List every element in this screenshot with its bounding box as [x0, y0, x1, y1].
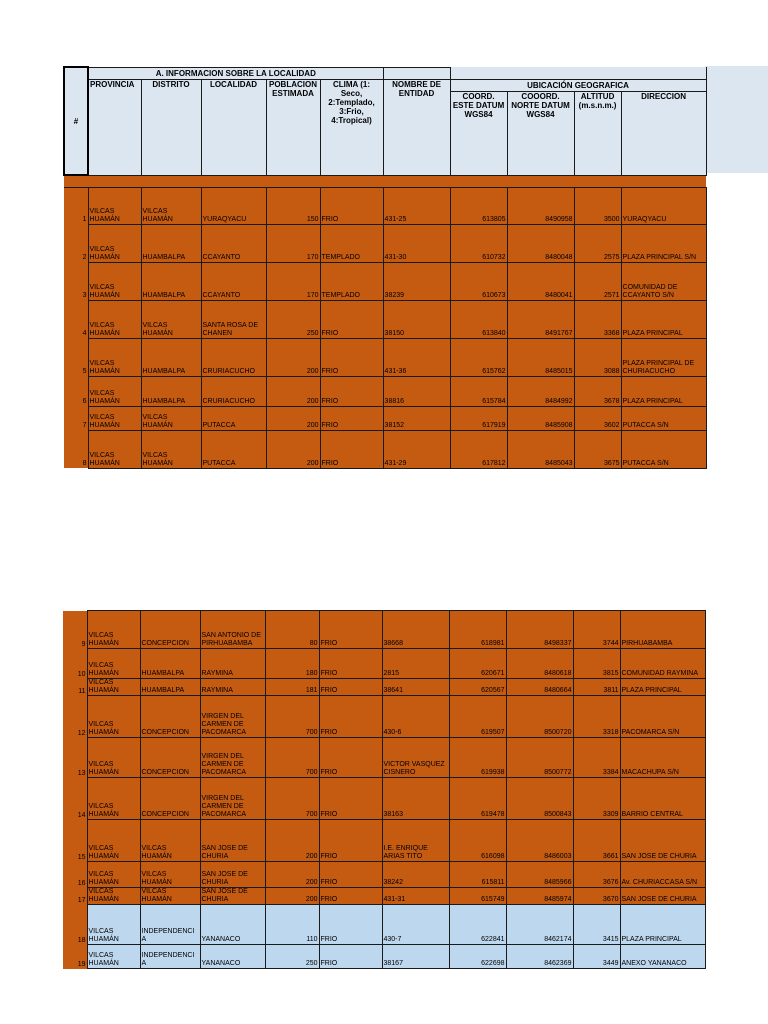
- cell-entidad: 431-31: [382, 888, 449, 905]
- table-row: [63, 778, 705, 820]
- table-row: [64, 406, 706, 430]
- row-number: 16: [63, 862, 87, 888]
- row-number: 19: [63, 945, 87, 969]
- cell-altitud: 3675: [574, 430, 621, 468]
- cell-distrito: CONCEPCION: [140, 611, 200, 649]
- cell-localidad: SAN JOSE DE CHURIA: [200, 820, 265, 862]
- cell-direccion: PLAZA PRINCIPAL: [621, 376, 706, 406]
- row-number: 3: [64, 262, 88, 300]
- cell-localidad: RAYMINA: [200, 679, 265, 696]
- row-number: 1: [64, 188, 88, 225]
- cell-poblacion: 200: [266, 338, 320, 376]
- cell-poblacion: 700: [265, 696, 319, 738]
- cell-poblacion: 250: [266, 300, 320, 338]
- cell-este: 613805: [450, 188, 507, 225]
- cell-distrito: HUAMBALPA: [140, 679, 200, 696]
- cell-poblacion: 700: [265, 738, 319, 778]
- cell-entidad: 38167: [382, 945, 449, 969]
- cell-provincia: VILCAS HUAMÁN: [88, 188, 141, 225]
- cell-provincia: VILCAS HUAMÁN: [87, 679, 140, 696]
- cell-provincia: VILCAS HUAMÁN: [87, 649, 140, 679]
- cell-distrito: INDEPENDENCIA: [140, 945, 200, 969]
- row-number: 13: [63, 738, 87, 778]
- header-localidad: LOCALIDAD: [201, 79, 266, 175]
- localities-table-2: [63, 610, 706, 969]
- cell-clima: FRIO: [319, 778, 382, 820]
- cell-altitud: 3676: [573, 862, 620, 888]
- cell-poblacion: 200: [266, 406, 320, 430]
- cell-provincia: VILCAS HUAMÁN: [88, 338, 141, 376]
- cell-entidad: 430-7: [382, 905, 449, 945]
- cell-provincia: VILCAS HUAMÁN: [87, 611, 140, 649]
- header-poblacion: POBLACION ESTIMADA: [266, 79, 320, 175]
- cell-provincia: VILCAS HUAMÁN: [88, 430, 141, 468]
- cell-norte: 8485966: [506, 862, 573, 888]
- cell-entidad: 431-36: [383, 338, 450, 376]
- header-altitud: ALTITUD (m.s.n.m.): [574, 91, 621, 175]
- cell-clima: FRIO: [320, 430, 383, 468]
- cell-direccion: PLAZA PRINCIPAL S/N: [621, 224, 706, 262]
- cell-este: 619938: [449, 738, 506, 778]
- cell-distrito: CONCEPCION: [140, 778, 200, 820]
- cell-poblacion: 181: [265, 679, 319, 696]
- table-page-2: [63, 610, 705, 969]
- row-number: 4: [64, 300, 88, 338]
- cell-clima: FRIO: [319, 862, 382, 888]
- cell-clima: FRIO: [320, 338, 383, 376]
- row-number: 6: [64, 376, 88, 406]
- row-number: 12: [63, 696, 87, 738]
- cell-distrito: HUAMBALPA: [141, 338, 201, 376]
- cell-direccion: PLAZA PRINCIPAL DE CHURIACUCHO: [621, 338, 706, 376]
- cell-altitud: 2575: [574, 224, 621, 262]
- cell-provincia: VILCAS HUAMÁN: [87, 738, 140, 778]
- cell-norte: 8485015: [507, 338, 574, 376]
- cell-direccion: PLAZA PRINCIPAL: [620, 679, 705, 696]
- cell-provincia: VILCAS HUAMÁN: [87, 696, 140, 738]
- cell-este: 615784: [450, 376, 507, 406]
- cell-distrito: HUAMBALPA: [141, 224, 201, 262]
- cell-norte: 8500843: [506, 778, 573, 820]
- cell-direccion: ANEXO YANANACO: [620, 945, 705, 969]
- cell-direccion: PLAZA PRINCIPAL: [620, 905, 705, 945]
- cell-clima: FRIO: [320, 188, 383, 225]
- cell-distrito: VILCAS HUAMÁN: [141, 188, 201, 225]
- row-number: 10: [63, 649, 87, 679]
- cell-distrito: VILCAS HUAMÁN: [141, 300, 201, 338]
- cell-entidad: 38152: [383, 406, 450, 430]
- cell-entidad: 38239: [383, 262, 450, 300]
- cell-clima: FRIO: [319, 696, 382, 738]
- table-row: [63, 696, 705, 738]
- cell-localidad: VIRGEN DEL CARMEN DE PACOMARCA: [200, 778, 265, 820]
- cell-localidad: YANANACO: [200, 945, 265, 969]
- cell-poblacion: 200: [265, 888, 319, 905]
- row-number: 9: [63, 611, 87, 649]
- cell-entidad: 2815: [382, 649, 449, 679]
- cell-localidad: CCAYANTO: [201, 262, 266, 300]
- cell-norte: 8462174: [506, 905, 573, 945]
- cell-norte: 8480048: [507, 224, 574, 262]
- cell-provincia: VILCAS HUAMÁN: [87, 820, 140, 862]
- cell-direccion: MACACHUPA S/N: [620, 738, 705, 778]
- cell-entidad: 38150: [383, 300, 450, 338]
- cell-entidad: 430-6: [382, 696, 449, 738]
- cell-norte: 8491767: [507, 300, 574, 338]
- header-coord-este: COORD. ESTE DATUM WGS84: [450, 91, 507, 175]
- row-number: 17: [63, 888, 87, 905]
- cell-clima: FRIO: [319, 888, 382, 905]
- cell-este: 622698: [449, 945, 506, 969]
- row-number: 2: [64, 224, 88, 262]
- header-index: #: [64, 67, 88, 175]
- cell-direccion: Av. CHURIACCASA S/N: [620, 862, 705, 888]
- cell-entidad: 38816: [383, 376, 450, 406]
- cell-localidad: YANANACO: [200, 905, 265, 945]
- table-row: [63, 945, 705, 969]
- cell-direccion: PIRHUABAMBA: [620, 611, 705, 649]
- cell-este: 615749: [449, 888, 506, 905]
- table-page-1: [63, 66, 705, 469]
- cell-clima: FRIO: [319, 738, 382, 778]
- cell-provincia: VILCAS HUAMÁN: [88, 224, 141, 262]
- cell-altitud: 3815: [573, 649, 620, 679]
- cell-poblacion: 200: [266, 430, 320, 468]
- table-row: [64, 188, 706, 225]
- cell-poblacion: 150: [266, 188, 320, 225]
- cell-provincia: VILCAS HUAMÁN: [87, 862, 140, 888]
- header-group-localidad: A. INFORMACION SOBRE LA LOCALIDAD: [88, 67, 383, 79]
- cell-localidad: CRURIACUCHO: [201, 338, 266, 376]
- cell-localidad: SANTA ROSA DE CHANEN: [201, 300, 266, 338]
- cell-direccion: SAN JOSE DE CHURIA: [620, 888, 705, 905]
- cell-altitud: 3661: [573, 820, 620, 862]
- cell-localidad: PUTACCA: [201, 430, 266, 468]
- table-row: [63, 905, 705, 945]
- cell-altitud: 3500: [574, 188, 621, 225]
- cell-provincia: VILCAS HUAMÁN: [87, 888, 140, 905]
- table-row: [63, 738, 705, 778]
- row-number: 8: [64, 430, 88, 468]
- cell-este: 618981: [449, 611, 506, 649]
- cell-direccion: PUTACCA S/N: [621, 430, 706, 468]
- cell-direccion: PUTACCA S/N: [621, 406, 706, 430]
- cell-provincia: VILCAS HUAMÁN: [87, 905, 140, 945]
- band-spacer: [64, 175, 706, 188]
- cell-clima: FRIO: [319, 649, 382, 679]
- cell-localidad: CRURIACUCHO: [201, 376, 266, 406]
- cell-poblacion: 200: [265, 862, 319, 888]
- cell-entidad: I.E. ENRIQUE ARIAS TITO: [382, 820, 449, 862]
- cell-distrito: VILCAS HUAMÁN: [141, 406, 201, 430]
- cell-clima: TEMPLADO: [320, 262, 383, 300]
- cell-norte: 8500772: [506, 738, 573, 778]
- cell-poblacion: 200: [266, 376, 320, 406]
- cell-direccion: PLAZA PRINCIPAL: [621, 300, 706, 338]
- cell-poblacion: 250: [265, 945, 319, 969]
- cell-provincia: VILCAS HUAMÁN: [87, 945, 140, 969]
- header-blank-top: [450, 67, 706, 79]
- cell-distrito: VILCAS HUAMÁN: [140, 888, 200, 905]
- cell-provincia: VILCAS HUAMÁN: [88, 300, 141, 338]
- table-row: [63, 862, 705, 888]
- cell-provincia: VILCAS HUAMÁN: [87, 778, 140, 820]
- table-row: [64, 430, 706, 468]
- row-number: 14: [63, 778, 87, 820]
- cell-clima: FRIO: [320, 376, 383, 406]
- cell-altitud: 3088: [574, 338, 621, 376]
- cell-distrito: HUAMBALPA: [140, 649, 200, 679]
- row-number: 15: [63, 820, 87, 862]
- cell-distrito: CONCEPCION: [140, 696, 200, 738]
- row-number: 11: [63, 679, 87, 696]
- cell-clima: FRIO: [319, 679, 382, 696]
- cell-direccion: COMUNIDAD DE CCAYANTO S/N: [621, 262, 706, 300]
- cell-distrito: INDEPENDENCIA: [140, 905, 200, 945]
- header-distrito: DISTRITO: [141, 79, 201, 175]
- cell-distrito: VILCAS HUAMÁN: [141, 430, 201, 468]
- cell-este: 620567: [449, 679, 506, 696]
- cell-norte: 8498337: [506, 611, 573, 649]
- cell-provincia: VILCAS HUAMÁN: [88, 376, 141, 406]
- cell-norte: 8480664: [506, 679, 573, 696]
- cell-entidad: 38242: [382, 862, 449, 888]
- cell-altitud: 3602: [574, 406, 621, 430]
- cell-altitud: 3811: [573, 679, 620, 696]
- cell-este: 619478: [449, 778, 506, 820]
- cell-entidad: 38668: [382, 611, 449, 649]
- cell-altitud: 3384: [573, 738, 620, 778]
- cell-poblacion: 80: [265, 611, 319, 649]
- cell-poblacion: 200: [265, 820, 319, 862]
- cell-clima: TEMPLADO: [320, 224, 383, 262]
- cell-clima: FRIO: [319, 611, 382, 649]
- cell-direccion: BARRIO CENTRAL: [620, 778, 705, 820]
- cell-clima: FRIO: [320, 300, 383, 338]
- cell-norte: 8485043: [507, 430, 574, 468]
- cell-localidad: SAN JOSE DE CHURIA: [200, 888, 265, 905]
- cell-localidad: VIRGEN DEL CARMEN DE PACOMARCA: [200, 696, 265, 738]
- cell-distrito: HUAMBALPA: [141, 262, 201, 300]
- cell-este: 619507: [449, 696, 506, 738]
- table-row: [63, 649, 705, 679]
- cell-norte: 8480041: [507, 262, 574, 300]
- cell-distrito: VILCAS HUAMÁN: [140, 862, 200, 888]
- cell-altitud: 3670: [573, 888, 620, 905]
- cell-altitud: 3318: [573, 696, 620, 738]
- cell-altitud: 3415: [573, 905, 620, 945]
- cell-entidad: 431-29: [383, 430, 450, 468]
- cell-clima: FRIO: [319, 905, 382, 945]
- cell-poblacion: 180: [265, 649, 319, 679]
- cell-este: 617919: [450, 406, 507, 430]
- cell-localidad: RAYMINA: [200, 649, 265, 679]
- cell-distrito: CONCEPCION: [140, 738, 200, 778]
- cell-clima: FRIO: [320, 406, 383, 430]
- cell-entidad: VICTOR VASQUEZ CISNERO: [382, 738, 449, 778]
- cell-localidad: SAN JOSE DE CHURIA: [200, 862, 265, 888]
- cell-norte: 8485908: [507, 406, 574, 430]
- cell-norte: 8490958: [507, 188, 574, 225]
- cell-este: 622841: [449, 905, 506, 945]
- row-number: 7: [64, 406, 88, 430]
- cell-distrito: VILCAS HUAMÁN: [140, 820, 200, 862]
- cell-direccion: PACOMARCA S/N: [620, 696, 705, 738]
- cell-localidad: YURAQYACU: [201, 188, 266, 225]
- header-coord-norte: COOORD. NORTE DATUM WGS84: [507, 91, 574, 175]
- cell-poblacion: 170: [266, 262, 320, 300]
- table-row: [63, 611, 705, 649]
- localities-table-1: [63, 66, 707, 469]
- cell-localidad: VIRGEN DEL CARMEN DE PACOMARCA: [200, 738, 265, 778]
- cell-localidad: CCAYANTO: [201, 224, 266, 262]
- header-group-ubicacion: UBICACIÓN GEOGRAFICA: [450, 79, 706, 91]
- cell-este: 610673: [450, 262, 507, 300]
- cell-clima: FRIO: [319, 820, 382, 862]
- table-row: [64, 224, 706, 262]
- cell-direccion: SAN JOSE DE CHURIA: [620, 820, 705, 862]
- cell-distrito: HUAMBALPA: [141, 376, 201, 406]
- cell-norte: 8480618: [506, 649, 573, 679]
- cell-altitud: 3449: [573, 945, 620, 969]
- cell-este: 610732: [450, 224, 507, 262]
- header-clima: CLIMA (1: Seco, 2:Templado, 3:Frio, 4:Tropical): [320, 79, 383, 175]
- cell-norte: 8484992: [507, 376, 574, 406]
- row-number: 18: [63, 905, 87, 945]
- cell-este: 617812: [450, 430, 507, 468]
- cell-provincia: VILCAS HUAMÁN: [88, 406, 141, 430]
- cell-este: 615762: [450, 338, 507, 376]
- header-blank: [383, 67, 450, 79]
- cell-norte: 8500720: [506, 696, 573, 738]
- cell-localidad: PUTACCA: [201, 406, 266, 430]
- cell-norte: 8485974: [506, 888, 573, 905]
- cell-clima: FRIO: [319, 945, 382, 969]
- cell-este: 613840: [450, 300, 507, 338]
- header-entidad: NOMBRE DE ENTIDAD: [383, 79, 450, 175]
- header-shade-extension: [705, 66, 768, 173]
- cell-altitud: 3368: [574, 300, 621, 338]
- cell-direccion: COMUNIDAD RAYMINA: [620, 649, 705, 679]
- table-row: [63, 679, 705, 696]
- cell-norte: 8486003: [506, 820, 573, 862]
- cell-este: 616098: [449, 820, 506, 862]
- table-row: [64, 300, 706, 338]
- table-row: [64, 376, 706, 406]
- cell-entidad: 38641: [382, 679, 449, 696]
- cell-altitud: 3678: [574, 376, 621, 406]
- table-row: [64, 338, 706, 376]
- cell-provincia: VILCAS HUAMÁN: [88, 262, 141, 300]
- cell-localidad: SAN ANTONIO DE PIRHUABAMBA: [200, 611, 265, 649]
- header-direccion: DIRECCION: [621, 91, 706, 175]
- cell-entidad: 38163: [382, 778, 449, 820]
- cell-este: 615811: [449, 862, 506, 888]
- cell-altitud: 3309: [573, 778, 620, 820]
- header-provincia: PROVINCIA: [88, 79, 141, 175]
- table-row: [64, 262, 706, 300]
- cell-este: 620671: [449, 649, 506, 679]
- cell-poblacion: 700: [265, 778, 319, 820]
- table-row: [63, 820, 705, 862]
- cell-poblacion: 110: [265, 905, 319, 945]
- cell-altitud: 3744: [573, 611, 620, 649]
- cell-entidad: 431-30: [383, 224, 450, 262]
- cell-direccion: YURAQYACU: [621, 188, 706, 225]
- cell-norte: 8462369: [506, 945, 573, 969]
- cell-entidad: 431-25: [383, 188, 450, 225]
- row-number: 5: [64, 338, 88, 376]
- cell-altitud: 2571: [574, 262, 621, 300]
- cell-poblacion: 170: [266, 224, 320, 262]
- table-row: [63, 888, 705, 905]
